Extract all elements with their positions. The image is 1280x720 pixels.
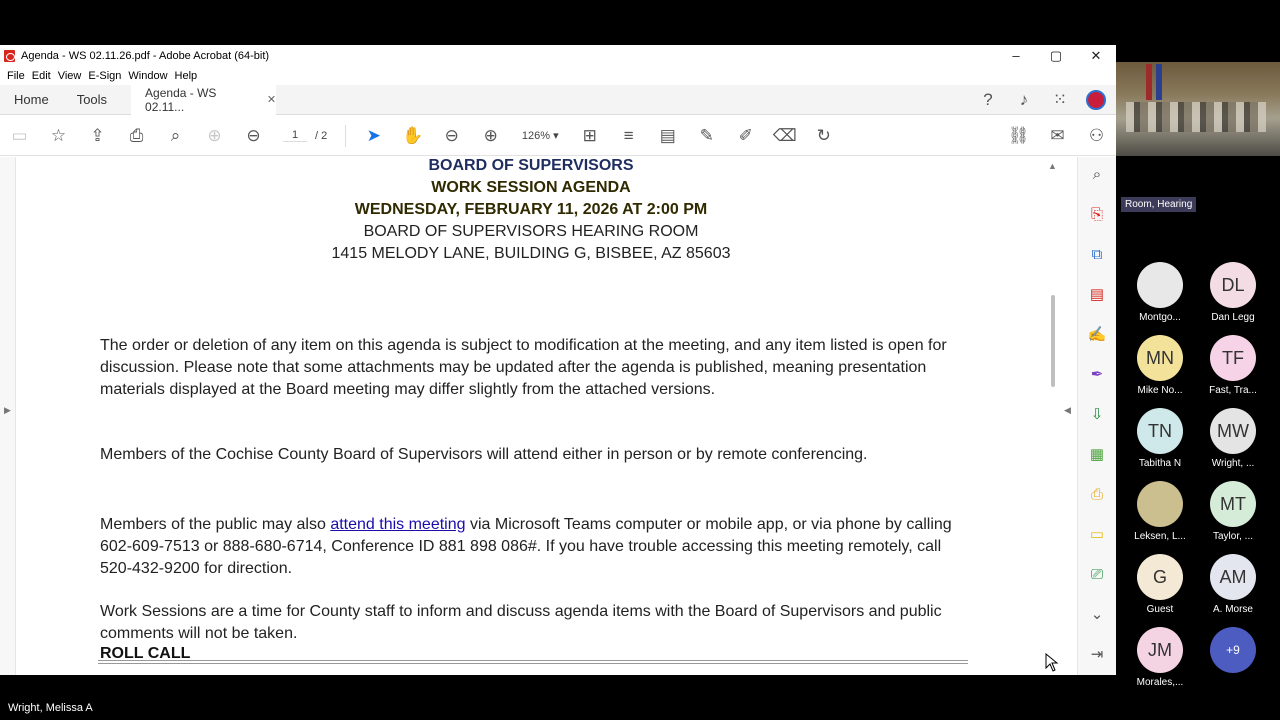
- acrobat-window: [0, 45, 1116, 675]
- participant-avatar: AM: [1210, 554, 1256, 600]
- page-number-input[interactable]: 1: [283, 129, 307, 142]
- roll-call-heading: ROLL CALL: [100, 645, 191, 662]
- tab-bar: [0, 85, 1116, 115]
- agenda-location: BOARD OF SUPERVISORS HEARING ROOM: [363, 223, 699, 240]
- flag-decoration: [1146, 64, 1152, 100]
- scroll-mode-icon[interactable]: ≡: [623, 125, 634, 145]
- participant-tile[interactable]: [1201, 335, 1265, 396]
- notification-bell-icon[interactable]: ♪: [1019, 90, 1029, 109]
- participant-name: A. Morse: [1212, 604, 1253, 615]
- minimize-button[interactable]: –: [1012, 48, 1020, 63]
- toolbar-divider: [345, 125, 346, 147]
- participant-tile[interactable]: [1201, 262, 1265, 323]
- participant-tile[interactable]: [1128, 627, 1192, 688]
- menu-edit[interactable]: Edit: [31, 70, 51, 82]
- participant-name: Dan Legg: [1211, 312, 1255, 323]
- share-user-icon[interactable]: ⚇: [1088, 126, 1105, 145]
- mouse-pointer-icon: [1045, 653, 1059, 673]
- agenda-paragraph-attendance: Members of the Cochise County Board of Supervisors will attend either in person or by remote conferencing.: [100, 446, 868, 463]
- participant-avatar: +9: [1210, 627, 1256, 673]
- delete-trash-icon[interactable]: ⌫: [772, 125, 797, 145]
- participant-name: Tabitha N: [1138, 458, 1182, 469]
- close-window-button[interactable]: ✕: [1090, 48, 1102, 63]
- organize-pages-icon[interactable]: ▤: [1089, 286, 1105, 303]
- left-panel-strip: [0, 157, 16, 675]
- participant-name: Morales,...: [1136, 677, 1184, 688]
- apps-grid-icon[interactable]: ⁙: [1052, 90, 1068, 109]
- participant-name: Wright, ...: [1211, 458, 1255, 469]
- tools-right-rail: [1077, 157, 1116, 675]
- participant-tile[interactable]: [1128, 335, 1192, 396]
- menu-view[interactable]: View: [57, 70, 82, 82]
- select-cursor-icon[interactable]: ➤: [366, 125, 381, 145]
- previous-page-icon[interactable]: ⊕: [207, 125, 222, 145]
- fill-sign-icon[interactable]: ✍: [1087, 326, 1107, 343]
- zoom-out-icon[interactable]: ⊖: [444, 125, 459, 145]
- zoom-level-dropdown[interactable]: 126% ▾: [521, 130, 559, 142]
- participant-tile[interactable]: [1201, 554, 1265, 615]
- participant-avatar: G: [1137, 554, 1183, 600]
- vertical-scrollbar[interactable]: [1046, 157, 1060, 675]
- page-total: / 2: [315, 129, 328, 142]
- participant-name: Fast, Tra...: [1209, 385, 1257, 396]
- participant-tile[interactable]: [1128, 408, 1192, 469]
- expand-left-panel-icon[interactable]: ▶: [4, 405, 11, 415]
- combine-files-icon[interactable]: ⧉: [1091, 246, 1103, 263]
- public-text-start: Members of the public may also: [100, 516, 331, 533]
- top-right-icons: [970, 85, 1106, 115]
- participant-tile[interactable]: [1128, 554, 1192, 615]
- participant-tile[interactable]: [1128, 262, 1192, 323]
- upload-cloud-icon[interactable]: ⇪: [90, 125, 105, 145]
- acrobat-pdf-icon: [4, 50, 15, 62]
- scroll-up-icon[interactable]: ▲: [1048, 161, 1057, 171]
- send-for-review-icon[interactable]: ⎙: [1090, 486, 1103, 503]
- participant-avatar: TF: [1210, 335, 1256, 381]
- menu-esign[interactable]: E-Sign: [88, 70, 122, 82]
- main-toolbar: [0, 116, 1116, 156]
- presenter-name: Wright, Melissa A: [8, 702, 93, 714]
- zoom-search-icon[interactable]: ⌕: [1092, 166, 1102, 183]
- tab-tools[interactable]: Tools: [76, 91, 108, 107]
- more-tools-chevron-icon[interactable]: ⌄: [1090, 606, 1104, 623]
- agenda-type-title: WORK SESSION AGENDA: [431, 179, 631, 196]
- create-pdf-icon[interactable]: ⎘: [1090, 206, 1103, 223]
- menu-bar: [0, 67, 1116, 85]
- participant-avatar: DL: [1210, 262, 1256, 308]
- participant-avatar: MT: [1210, 481, 1256, 527]
- participant-name: Mike No...: [1137, 385, 1183, 396]
- participant-tile[interactable]: [1128, 481, 1192, 542]
- highlight-pen-icon[interactable]: ✎: [699, 125, 714, 145]
- print-icon[interactable]: ⎙: [129, 125, 144, 145]
- window-controls: [996, 45, 1116, 67]
- agenda-date: WEDNESDAY, FEBRUARY 11, 2026 AT 2:00 PM: [354, 201, 708, 218]
- request-signature-icon[interactable]: ✒: [1090, 366, 1104, 383]
- email-icon[interactable]: ✉: [1050, 126, 1065, 145]
- save-icon[interactable]: ▭: [11, 125, 28, 145]
- participant-tile[interactable]: [1201, 408, 1265, 469]
- room-video-feed[interactable]: [1116, 62, 1280, 156]
- comment-tool-icon[interactable]: ▭: [1089, 526, 1105, 543]
- toolbar-right-group: [999, 116, 1116, 156]
- participant-avatar: MW: [1210, 408, 1256, 454]
- help-icon[interactable]: ?: [983, 90, 993, 109]
- agenda-paragraph-work-sessions: Work Sessions are a time for County staff to inform and discuss agenda items with the Board of Supervisors and public comments will not be taken.: [100, 603, 942, 642]
- agenda-address: 1415 MELODY LANE, BUILDING G, BISBEE, AZ 85603: [331, 245, 731, 262]
- menu-help[interactable]: Help: [174, 70, 198, 82]
- page-indicator: [283, 129, 327, 142]
- public-text-end: via Microsoft Teams computer or mobile app, or via phone by calling 602-609-7513 or 888-680-6714, Conference ID 881 898 086#. If you have trouble accessing this meeting remotely, call 520-432-9200 for direction.: [100, 516, 952, 577]
- rotate-icon[interactable]: ↻: [816, 125, 831, 145]
- participant-avatar: TN: [1137, 408, 1183, 454]
- meeting-room-people: [1126, 102, 1266, 132]
- document-page: [16, 157, 1046, 675]
- zoom-level-value: 126%: [521, 130, 551, 142]
- participant-name: Taylor, ...: [1212, 531, 1253, 542]
- window-title: Agenda - WS 02.11.26.pdf - Adobe Acrobat (64-bit): [21, 50, 270, 62]
- participant-avatar: [1137, 481, 1183, 527]
- section-divider: [98, 660, 968, 664]
- export-pdf-icon[interactable]: ⇩: [1090, 406, 1104, 423]
- share-link-icon[interactable]: ⛓: [1007, 126, 1030, 145]
- flag-decoration-2: [1156, 64, 1162, 100]
- participant-avatar: [1137, 262, 1183, 308]
- tab-home[interactable]: Home: [14, 91, 49, 107]
- title-bar: [0, 45, 1116, 67]
- bookmark-star-icon[interactable]: ☆: [50, 125, 67, 145]
- agenda-paragraph-modification: The order or deletion of any item on this agenda is subject to modification at the meeting, and any item listed is open for discussion. Please note that some attachments may be updated after the agenda is published, meaning presentation materials displayed at the Board meeting may differ slightly from the attached versions.: [100, 337, 947, 398]
- account-icon[interactable]: [1086, 90, 1106, 110]
- participant-avatar: MN: [1137, 335, 1183, 381]
- tab-document[interactable]: [131, 85, 276, 115]
- edit-pdf-icon[interactable]: ▦: [1089, 446, 1105, 463]
- page-fit-icon[interactable]: ⊞: [582, 125, 597, 145]
- room-video-label: Room, Hearing: [1121, 197, 1196, 212]
- menu-file[interactable]: File: [7, 70, 25, 82]
- draw-icon[interactable]: ✐: [738, 125, 753, 145]
- comment-icon[interactable]: ▤: [659, 125, 676, 145]
- agenda-paragraph-public: [100, 514, 960, 580]
- collapse-right-panel-icon[interactable]: ◀: [1064, 405, 1071, 415]
- participant-name: Montgo...: [1139, 312, 1181, 323]
- menu-window[interactable]: Window: [128, 70, 168, 82]
- participant-name: Guest: [1146, 604, 1174, 615]
- attend-meeting-link[interactable]: attend this meeting: [330, 516, 466, 533]
- restore-button[interactable]: ▢: [1049, 48, 1063, 63]
- tab-document-label: Agenda - WS 02.11...: [145, 85, 217, 114]
- next-page-icon[interactable]: ⊖: [246, 125, 261, 145]
- zoom-in-icon[interactable]: ⊕: [483, 125, 498, 145]
- participant-name: Leksen, L...: [1134, 531, 1186, 542]
- participant-avatar: JM: [1137, 627, 1183, 673]
- participant-tile[interactable]: [1201, 481, 1265, 542]
- close-tab-icon[interactable]: ✕: [266, 94, 277, 106]
- collapse-rail-icon[interactable]: ⇥: [1090, 646, 1104, 663]
- agenda-org-title: BOARD OF SUPERVISORS: [428, 157, 634, 174]
- participant-tile[interactable]: [1201, 627, 1265, 677]
- find-search-icon[interactable]: ⌕: [170, 125, 181, 145]
- scrollbar-thumb[interactable]: [1051, 295, 1055, 387]
- hand-tool-icon[interactable]: ✋: [402, 125, 424, 145]
- print-production-icon[interactable]: ⎚: [1090, 566, 1103, 583]
